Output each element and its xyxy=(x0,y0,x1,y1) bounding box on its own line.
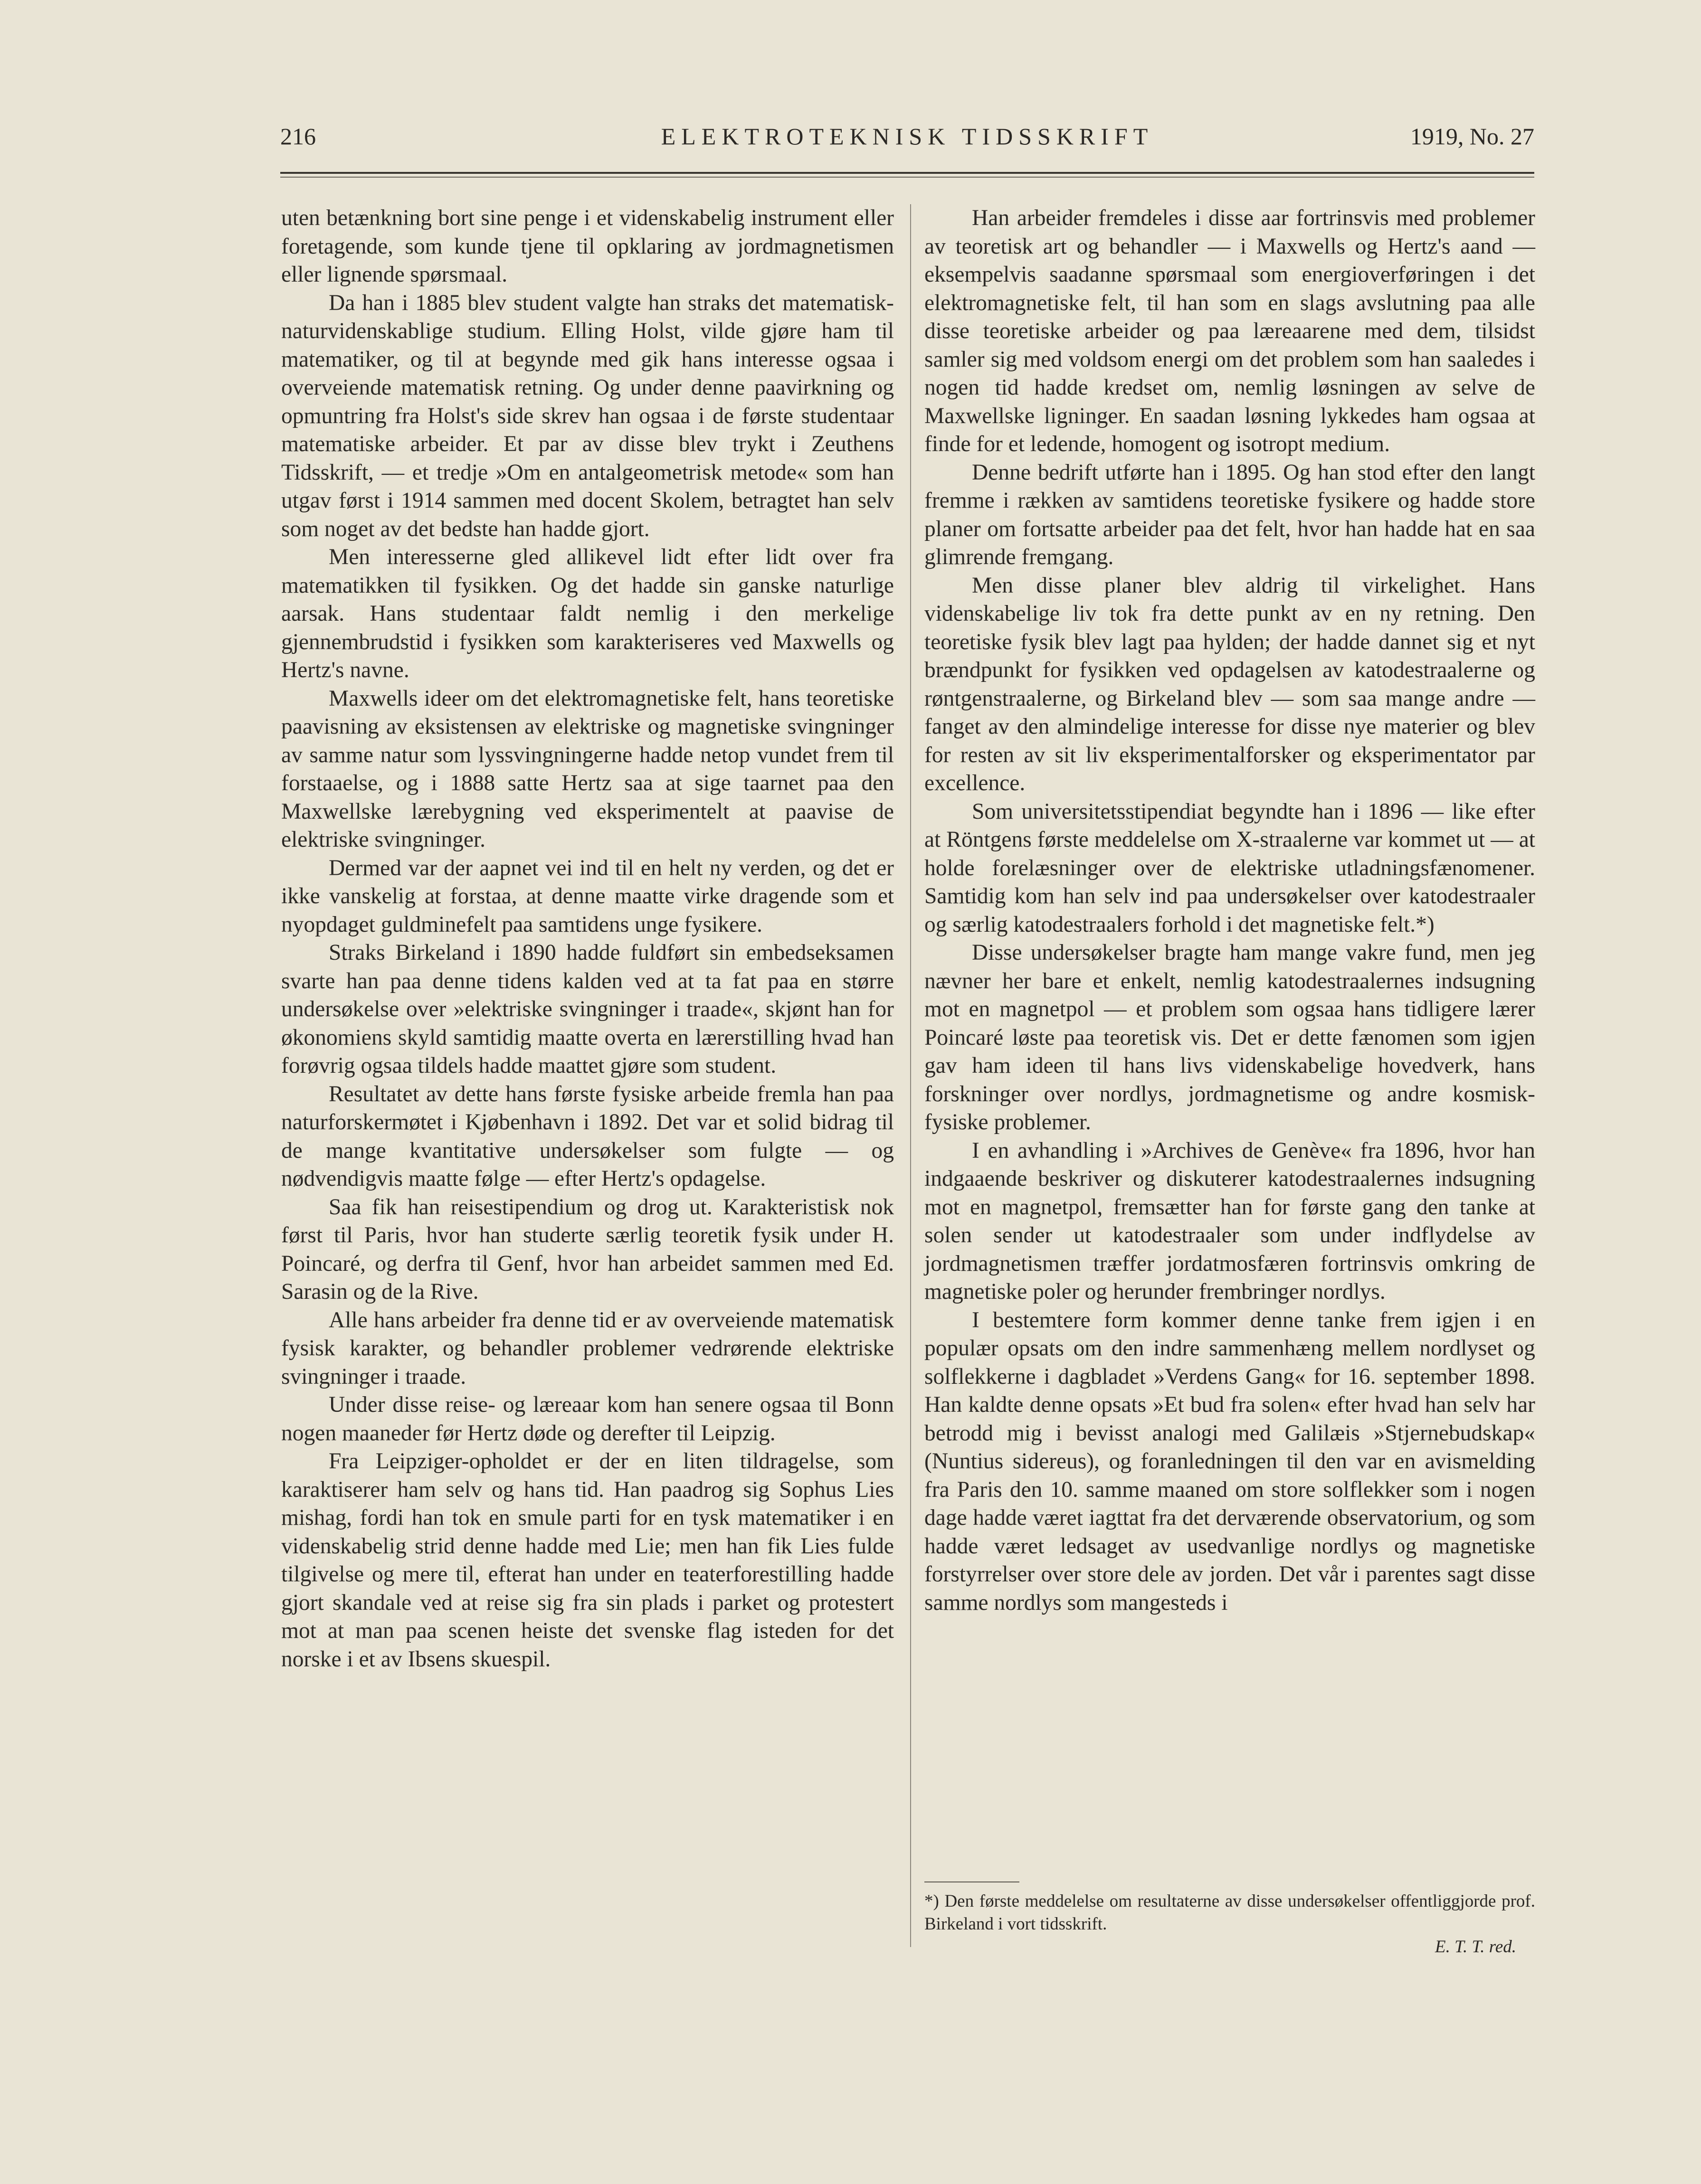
paragraph: Maxwells ideer om det elektromagnetiske felt, hans teoretiske paavisning av eksistensen av elektriske og magnetiske svingninger av samme natur som lyssvingningerne hadde netop vundet frem til forstaaelse, og i 1888 satte Hertz saa at sige taarnet paa den Maxwellske lærebygning ved eksperimentelt at paavise de elektriske svingninger. xyxy=(281,686,894,852)
paragraph: Men disse planer blev aldrig til virkelighet. Hans videnskabelige liv tok fra dette punkt av en ny retning. Den teoretiske fysik blev lagt paa hylden; der hadde dannet sig et nyt brændpunkt for fysikken ved opdagelsen av katodestraalerne og røntgenstraalerne, og Birkeland blev — som saa mange andre — fanget av den almindelige interesse for disse nye materier og blev for resten av sit liv eksperimentalforsker og eksperimentator par excellence. xyxy=(924,573,1535,795)
paragraph: Han arbeider fremdeles i disse aar fortrinsvis med problemer av teoretisk art og behandler — i Maxwells og Hertz's aand — eksempelvis saadanne spørsmaal som energioverføringen i det elektromagnetiske felt, til han som en slags avslutning paa alle disse teoretiske arbeider og paa læreaarene med dem, tilsidst samler sig med voldsom energi om det problem som han saaledes i nogen tid hadde kredset om, nemlig løsningen av selve de Maxwellske ligninger. En saadan løsning lykkedes ham ogsaa at finde for et ledende, homogent og isotropt medium. xyxy=(924,206,1535,456)
paragraph: Alle hans arbeider fra denne tid er av overveiende matematisk fysisk karakter, og behandler problemer vedrørende elektriske svingninger i traade. xyxy=(281,1307,894,1389)
paragraph: Straks Birkeland i 1890 hadde fuldført sin embedseksamen svarte han paa denne tidens kalden ved at ta fat paa en større undersøkelse over »elektriske svingninger i traade«, skjønt han for økonomiens skyld samtidig maatte overta en lærerstilling hvad han forøvrig ogsaa tildels hadde maattet gjøre som student. xyxy=(281,940,894,1078)
footnote-text: *) Den første meddelelse om resultaterne av disse undersøkelser offentliggjorde prof. Birkeland i vort tidsskrift. xyxy=(924,1891,1535,1934)
paragraph: Resultatet av dette hans første fysiske arbeide fremla han paa naturforskermøtet i Kjøbenhavn i 1892. Det var et solid bidrag til de mange kvantitative undersøkelser som fulgte — og nødvendigvis maatte følge — efter Hertz's opdagelse. xyxy=(281,1081,894,1191)
paragraph: uten betænkning bort sine penge i et videnskabelig instrument eller foretagende, som kunde tjene til opklaring av jordmagnetismen eller lignende spørsmaal. xyxy=(281,206,894,287)
paragraph: Saa fik han reisestipendium og drog ut. Karakteristisk nok først til Paris, hvor han studerte særlig teoretik fysik under H. Poincaré, og derfra til Genf, hvor han arbeidet sammen med Ed. Sarasin og de la Rive. xyxy=(281,1194,894,1304)
page-number: 216 xyxy=(280,123,316,150)
paragraph: I bestemtere form kommer denne tanke frem igjen i en populær opsats om den indre sammenhæng mellem nordlyset og solflekkerne i dagbladet »Verdens Gang« for 16. september 1898. Han kaldte denne opsats »Et bud fra solen« efter hvad han selv har betrodd mig i bevisst analogi med Galilæis »Stjernebudskap« (Nuntius sidereus), og foranledningen til den var en avismelding fra Paris den 10. samme maaned om store solflekker som i nogen dage hadde været iagttat fra det derværende observatorium, og som hadde været ledsaget av usedvanlige nordlys og magnetiske forstyrrelser over store dele av jorden. Det vår i parentes sagt disse samme nordlys som mangesteds i xyxy=(924,1307,1535,1615)
header-rule xyxy=(280,172,1534,174)
paragraph: I en avhandling i »Archives de Genève« fra 1896, hvor han indgaaende beskriver og diskuterer katodestraalernes indsugning mot en magnetpol, fremsætter han for første gang den tanke at solen sender ut katodestraaler som under indflydelse av jordmagnetismen træffer jordatmosfæren fortrinsvis omkring de magnetiske poler og herunder frembringer nordlys. xyxy=(924,1138,1535,1304)
paragraph: Under disse reise- og læreaar kom han senere ogsaa til Bonn nogen maaneder før Hertz døde og derefter til Leipzig. xyxy=(281,1392,894,1446)
paragraph: Fra Leipziger-opholdet er der en liten tildragelse, som karaktiserer ham selv og hans tid. Han paadrog sig Sophus Lies mishag, fordi han tok en smule parti for en tysk matematiker i en videnskabelig strid denne hadde med Lie; men han fik Lies fulde tilgivelse og mere til, efterat han under en teaterforestilling hadde gjort skandale ved at reise sig fra sin plads i parket og protestert mot at man paa scenen heiste det svenske flag isteden for det norske i et av Ibsens skuespil. xyxy=(281,1449,894,1672)
page-header xyxy=(280,123,1534,161)
right-column xyxy=(924,204,1535,1617)
journal-title: ELEKTROTEKNISK TIDSSKRIFT xyxy=(661,123,1154,150)
paragraph: Disse undersøkelser bragte ham mange vakre fund, men jeg nævner her bare et enkelt, nemlig katodestraalernes indsugning mot en magnetpol — et problem som ogsaa hans tidligere lærer Poincaré løste paa teoretisk vis. Det er dette fænomen som igjen gav ham ideen til hans livs videnskabelige hovedverk, hans forskninger over nordlys, jordmagnetisme og andre kosmisk-fysiske problemer. xyxy=(924,940,1535,1135)
paragraph: Som universitetsstipendiat begyndte han i 1896 — like efter at Röntgens første meddelelse om X-straalerne var kommet ut — at holde forelæsninger over de elektriske utladningsfænomener. Samtidig kom han selv ind paa undersøkelser over katodestraaler og særlig katodestraalers forhold i det magnetiske felt.*) xyxy=(924,799,1535,937)
left-column xyxy=(281,204,894,1673)
paragraph: Dermed var der aapnet vei ind til en helt ny verden, og det er ikke vanskelig at forstaa, at denne maatte virke dragende som et nyopdaget guldminefelt paa samtidens unge fysikere. xyxy=(281,855,894,937)
header-rule-thin xyxy=(280,177,1534,178)
issue-label: 1919, No. 27 xyxy=(1410,123,1534,150)
footnote xyxy=(924,1890,1535,1958)
column-divider xyxy=(910,204,911,1947)
paragraph: Men interesserne gled allikevel lidt efter lidt over fra matematikken til fysikken. Og det hadde sin ganske naturlige aarsak. Hans studentaar faldt nemlig i den merkelige gjennembrudstid i fysikken som karakteriseres ved Maxwells og Hertz's navne. xyxy=(281,545,894,682)
footnote-signature: E. T. T. red. xyxy=(1435,1937,1516,1957)
paragraph: Denne bedrift utførte han i 1895. Og han stod efter den langt fremme i rækken av samtidens teoretiske fysikere og hadde store planer om fortsatte arbeider paa det felt, hvor han hadde hat en saa glimrende fremgang. xyxy=(924,460,1535,569)
footnote-rule xyxy=(924,1881,1019,1882)
paragraph: Da han i 1885 blev student valgte han straks det matematisk-naturvidenskablige studium. Elling Holst, vilde gjøre ham til matematiker, og til at begynde med gik hans interesse ogsaa i overveiende matematisk retning. Og under denne paavirkning og opmuntring fra Holst's side skrev han ogsaa i de første studentaar matematiske arbeider. Et par av disse blev trykt i Zeuthens Tidsskrift, — et tredje »Om en antalgeometrisk metode« som han utgav først i 1914 sammen med docent Skolem, betragtet han selv som noget av det bedste han hadde gjort. xyxy=(281,290,894,541)
